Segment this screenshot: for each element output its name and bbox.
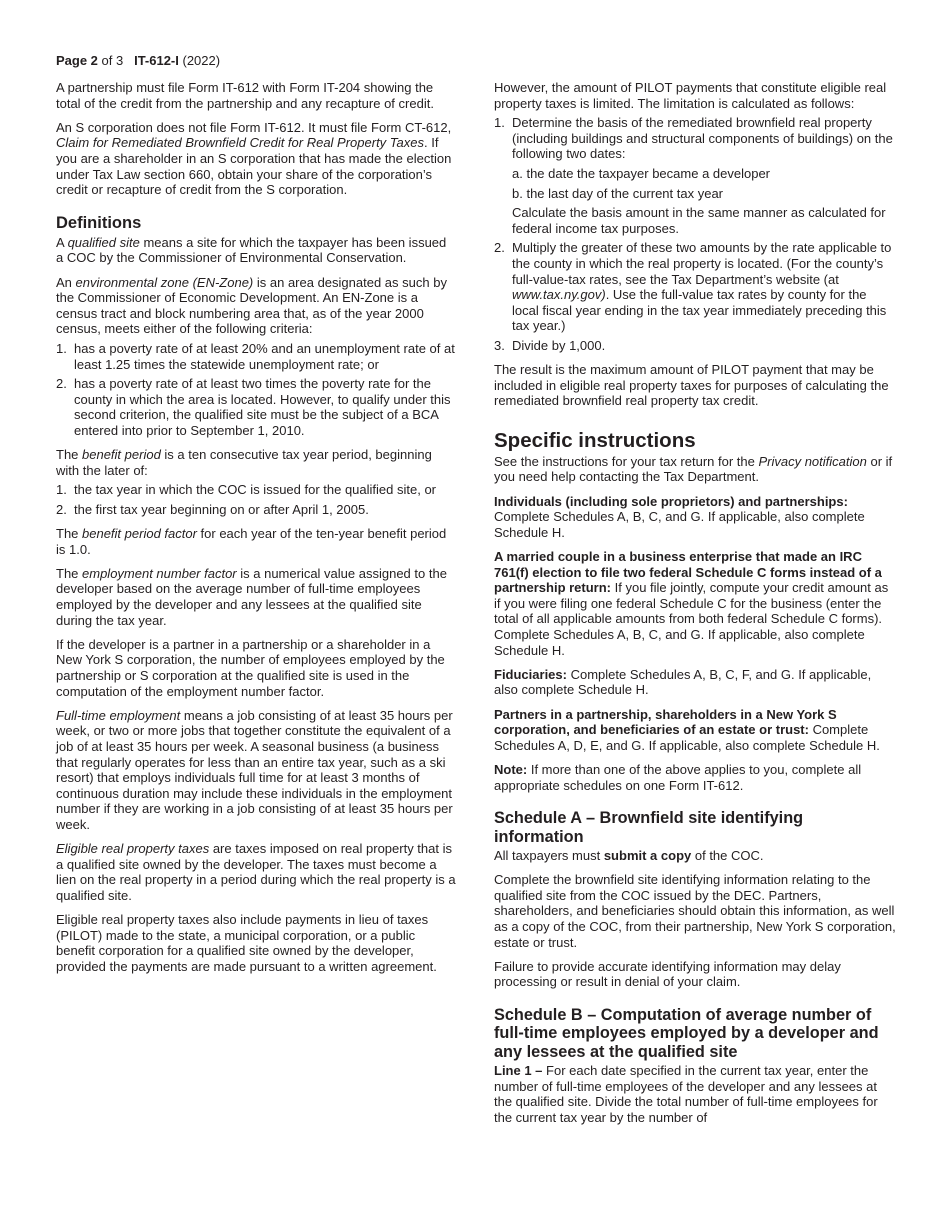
right-column (494, 80, 896, 1134)
term: benefit period factor (82, 526, 197, 542)
text: An S corporation does not file Form IT-612. It must file Form CT-612, (56, 119, 452, 135)
term: benefit period (82, 447, 161, 463)
item-number: 2. (56, 501, 67, 517)
result-paragraph: The result is the maximum amount of PILOT payment that may be included in eligible real property taxes for purposes of calculating the remediated brownfield real property tax credit. (494, 362, 889, 409)
text: Multiply the greater of these two amounts by the rate applicable to the county in which the real property is located. (For the county’s full-value-tax rates, see the Tax Department’s website (at (512, 240, 892, 287)
lead-in: Note: (494, 761, 528, 777)
page-total: of 3 (101, 53, 124, 68)
list-item (494, 240, 896, 334)
term: employment number factor (82, 565, 237, 581)
text: . If you are a shareholder in an S corporation that has made the election under Tax Law section 660, obtain your share of the corporation’s credit or recapture of credit from the S corporation. (56, 135, 452, 198)
s-corporation-paragraph (56, 120, 456, 198)
schedule-b-heading: Schedule B – Computation of average number of full-time employees employed by a developer and any lessees at the qualified site (494, 1005, 879, 1061)
partners-instructions (494, 707, 896, 754)
item-number: 2. (494, 240, 505, 256)
partnership-paragraph: A partnership must file Form IT-612 with Form IT-204 showing the total of the credit from the partnership and any recapture of credit. (56, 80, 434, 111)
sub-item: a. the date the taxpayer became a developer (512, 165, 771, 181)
employment-number-factor-definition (56, 566, 456, 628)
qualified-site-definition (56, 235, 456, 266)
text: Complete Schedules A, B, C, F, and G. If applicable, also complete Schedule H. (494, 666, 872, 698)
specific-instructions-heading: Specific instructions (494, 428, 696, 452)
list-item (56, 482, 456, 498)
text: are taxes imposed on real property that is a qualified site owned by the developer. The taxes must become a lien on the real property in a period during which the real property is a qualified site. (56, 841, 456, 903)
line-1-instructions (494, 1063, 896, 1125)
form-year: (2022) (182, 53, 221, 68)
text: The (56, 447, 83, 463)
individuals-instructions (494, 494, 896, 541)
text: An (56, 274, 76, 290)
text: is a ten consecutive tax year period, beginning with the later of: (56, 447, 432, 478)
sub-item: b. the last day of the current tax year (512, 185, 724, 201)
list-item (494, 338, 896, 354)
emphasis: submit a copy (603, 847, 692, 863)
item-text: Divide by 1,000. (512, 337, 606, 353)
list-item (56, 341, 456, 372)
lead-in: Line 1 – (494, 1063, 543, 1079)
privacy-paragraph (494, 454, 896, 485)
form-number: IT-612-I (134, 53, 179, 68)
text: is a numerical value assigned to the developer based on the average number of full-time employees employed by the developer and any lessees at the qualified site during the tax year. (56, 565, 447, 628)
text: A (56, 234, 68, 250)
fiduciaries-instructions (494, 667, 896, 698)
text: Complete Schedules A, D, E, and G. If applicable, also complete Schedule H. (494, 722, 880, 753)
text: For each date specified in the current tax year, enter the number of full-time employees of the developer and any lessees at the qualified site. Divide the total number of full-time employees for the current tax year by the number of (494, 1063, 878, 1125)
left-column (56, 80, 456, 983)
full-time-employment-definition (56, 708, 456, 833)
text: All taxpayers must (494, 847, 604, 863)
page-number: Page 2 (56, 53, 98, 68)
text: or if you need help contacting the Tax Department. (494, 453, 893, 485)
list-item (56, 376, 456, 438)
page-header (56, 53, 220, 69)
text: The (56, 526, 83, 542)
item-text: has a poverty rate of at least 20% and an unemployment rate of at least 1.25 times the statewide unemployment rate; or (74, 340, 455, 372)
schedule-a-failure-paragraph: Failure to provide accurate identifying information may delay processing or result in denial of your claim. (494, 958, 841, 990)
sub-item: Calculate the basis amount in the same manner as calculated for federal income tax purposes. (512, 205, 886, 236)
item-text: Determine the basis of the remediated brownfield real property (including buildings and structural components of buildings) on the following two dates: (512, 115, 893, 162)
item-number: 1. (494, 115, 505, 131)
item-number: 2. (56, 376, 67, 392)
text: means a job consisting of at least 35 hours per week, or two or more jobs that together constitute the equivalent of a job of at least 35 hours per week. A seasonal business (a business that regularly operates for less than an entire tax year, such as a ski resort) that employs individuals full time for at least 3 months of continuous duration may include these individuals in the employment number if they are working in a job consisting of at least 35 hours per week. (56, 707, 453, 832)
benefit-period-factor-definition (56, 526, 456, 557)
item-text: the tax year in which the COC is issued for the qualified site, or (74, 482, 437, 498)
text: means a site for which the taxpayer has been issued a COC by the Commissioner of Environmental Conservation. (56, 234, 447, 266)
schedule-a-heading: Schedule A – Brownfield site identifying information (494, 809, 804, 846)
text: If you file jointly, compute your credit amount as if you were filing one federal Schedule C for the business (enter the total of all applicable amounts from both federal Schedule C forms). Complete Schedules A, B, C, and G. If applicable, also complete Schedule H. (494, 580, 889, 658)
pilot-paragraph: Eligible real property taxes also include payments in lieu of taxes (PILOT) made to the state, a municipal corporation, or a public benefit corporation for a qualified site owned by the developer, provided the payments are made pursuant to a written agreement. (56, 912, 437, 974)
lead-in: Individuals (including sole proprietors) and partnerships: (494, 493, 848, 509)
item-text: the first tax year beginning on or after April 1, 2005. (74, 501, 369, 517)
benefit-period-definition (56, 447, 456, 478)
en-zone-criteria-list (56, 341, 456, 439)
partner-shareholder-paragraph: If the developer is a partner in a partnership or a shareholder in a New York S corporation, the number of employees employed by the partnership or S corporation at the qualified site is used in the computation of the employment number factor. (56, 636, 445, 699)
item-text (512, 240, 896, 334)
eligible-real-property-taxes-definition (56, 841, 456, 903)
item-number: 3. (494, 337, 505, 353)
text: If more than one of the above applies to you, complete all appropriate schedules on one Form IT-612. (494, 761, 862, 793)
schedule-a-coc-paragraph (494, 848, 896, 864)
text: is an area designated as such by the Commissioner of Economic Development. An EN-Zone is a census tract and block numbering area that, as of the year 2000 census, meets either of the following criteria: (56, 274, 447, 337)
form-title-italic: Claim for Remediated Brownfield Credit for Real Property Taxes (56, 135, 425, 151)
schedule-a-complete-paragraph: Complete the brownfield site identifying information relating to the qualified site from the COC issued by the DEC. Partners, shareholders, and beneficiaries should obtain this information, as well as a copy of the COC, from their partnership, New York S corporation, estate or trust. (494, 872, 896, 950)
lead-in: Partners in a partnership, shareholders in a New York S corporation, and beneficiaries of an estate or trust: (494, 706, 837, 738)
note-paragraph (494, 762, 896, 793)
term: qualified site (67, 234, 140, 250)
term: Privacy notification (758, 453, 867, 469)
list-item (56, 502, 456, 518)
benefit-period-list (56, 482, 456, 517)
text: See the instructions for your tax return for the (494, 453, 759, 469)
definitions-heading: Definitions (56, 213, 142, 232)
text: for each year of the ten-year benefit period is 1.0. (56, 526, 447, 557)
text: . Use the full-value tax rates by county for the local fiscal year ending in the tax year immediately preceding this tax year.) (512, 287, 887, 334)
lead-in: A married couple in a business enterprise that made an IRC 761(f) election to file two federal Schedule C forms instead of a partnership return: (494, 549, 882, 596)
text: Complete Schedules A, B, C, and G. If applicable, also complete Schedule H. (494, 509, 865, 540)
text: The (56, 565, 83, 581)
text: of the COC. (691, 847, 764, 863)
term: Eligible real property taxes (56, 841, 210, 857)
term: Full-time employment (56, 707, 181, 723)
pilot-limit-paragraph: However, the amount of PILOT payments that constitute eligible real property taxes is limited. The limitation is calculated as follows: (494, 80, 887, 111)
pilot-limit-steps (494, 115, 896, 353)
item-number: 1. (56, 340, 67, 356)
item-text: has a poverty rate of at least two times the poverty rate for the county in which the area is located. However, to qualify under this second criterion, the qualified site must be the subject of a BCA entered into prior to September 1, 2010. (74, 376, 451, 438)
lead-in: Fiduciaries: (494, 666, 567, 682)
en-zone-definition (56, 275, 456, 337)
website-link[interactable]: www.tax.ny.gov) (512, 287, 606, 303)
list-item (494, 115, 896, 162)
item-number: 1. (56, 482, 67, 498)
married-couple-instructions (494, 549, 896, 658)
term: environmental zone (EN-Zone) (75, 274, 254, 290)
